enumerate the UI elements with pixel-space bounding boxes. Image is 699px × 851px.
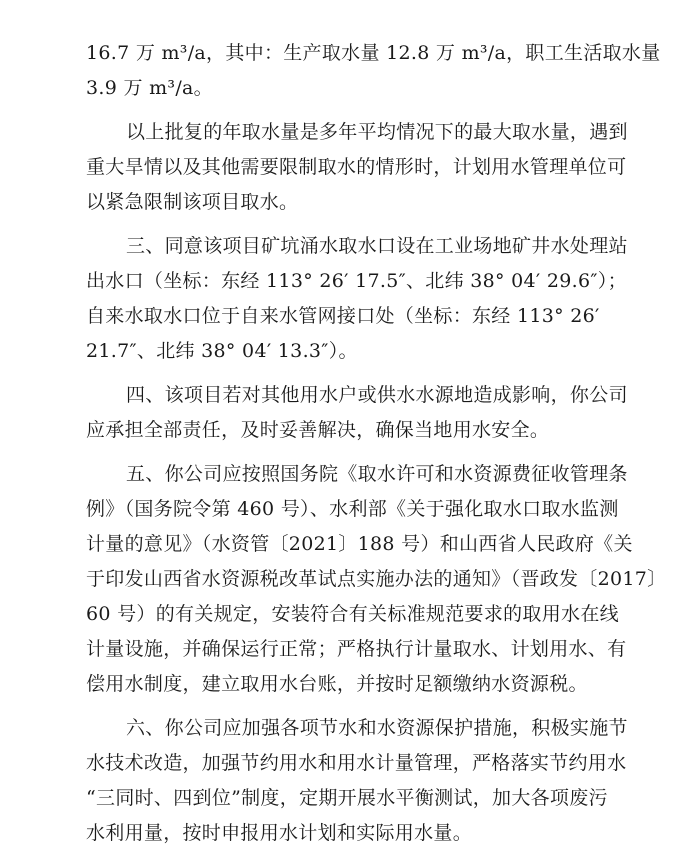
text-line: 出水口（坐标：东经 113° 26′ 17.5″、北纬 38° 04′ 29.6″）； [86,270,627,292]
text-line: 五、你公司应按照国务院《取水许可和水资源费征收管理条 [126,463,628,485]
text-line: 水利用量，按时申报用水计划和实际用水量。 [86,822,473,844]
paragraph-intake-location [86,229,639,369]
text-line: 例》（国务院令第 460 号）、水利部《关于强化取水口取水监测 [86,498,619,520]
paragraph-water-volume-continued [86,36,661,106]
text-line: 水技术改造，加强节约用水和用水计量管理，严格落实节约用水 [86,752,627,774]
text-line: 自来水取水口位于自来水管网接口处（坐标：东经 113° 26′ [86,305,600,327]
text-line: “三同时、四到位”制度，定期开展水平衡测试，加大各项废污 [86,787,608,809]
text-line: 应承担全部责任，及时妥善解决，确保当地用水安全。 [86,419,550,441]
paragraph-liability [86,378,639,448]
text-line: 六、你公司应加强各项节水和水资源保护措施，积极实施节 [126,717,628,739]
paragraph-water-saving [86,711,639,851]
text-line: 偿用水制度，建立取用水台账，并按时足额缴纳水资源税。 [86,673,588,695]
text-line: 60 号）的有关规定，安装符合有关标准规范要求的取用水在线 [86,603,619,625]
text-line: 21.7″、北纬 38° 04′ 13.3″）。 [86,340,358,362]
paragraph-max-intake-note [86,115,639,220]
paragraph-regulations [86,457,667,702]
text-line: 三、同意该项目矿坑涌水取水口设在工业场地矿井水处理站 [126,235,628,257]
text-line: 16.7 万 m³/a，其中：生产取水量 12.8 万 m³/a，职工生活取水量 [86,42,661,64]
text-line: 3.9 万 m³/a。 [86,77,213,99]
text-line: 计量设施，并确保运行正常；严格执行计量取水、计划用水、有 [86,638,627,660]
text-line: 以上批复的年取水量是多年平均情况下的最大取水量，遇到 [126,121,628,143]
text-line: 计量的意见》（水资管〔2021〕188 号）和山西省人民政府《关 [86,533,633,555]
text-line: 以紧急限制该项目取水。 [86,191,299,213]
text-line: 四、该项目若对其他用水户或供水水源地造成影响，你公司 [126,384,628,406]
text-line: 重大旱情以及其他需要限制取水的情形时，计划用水管理单位可 [86,156,627,178]
text-line: 于印发山西省水资源税改革试点实施办法的通知》（晋政发〔2017〕 [86,568,667,590]
